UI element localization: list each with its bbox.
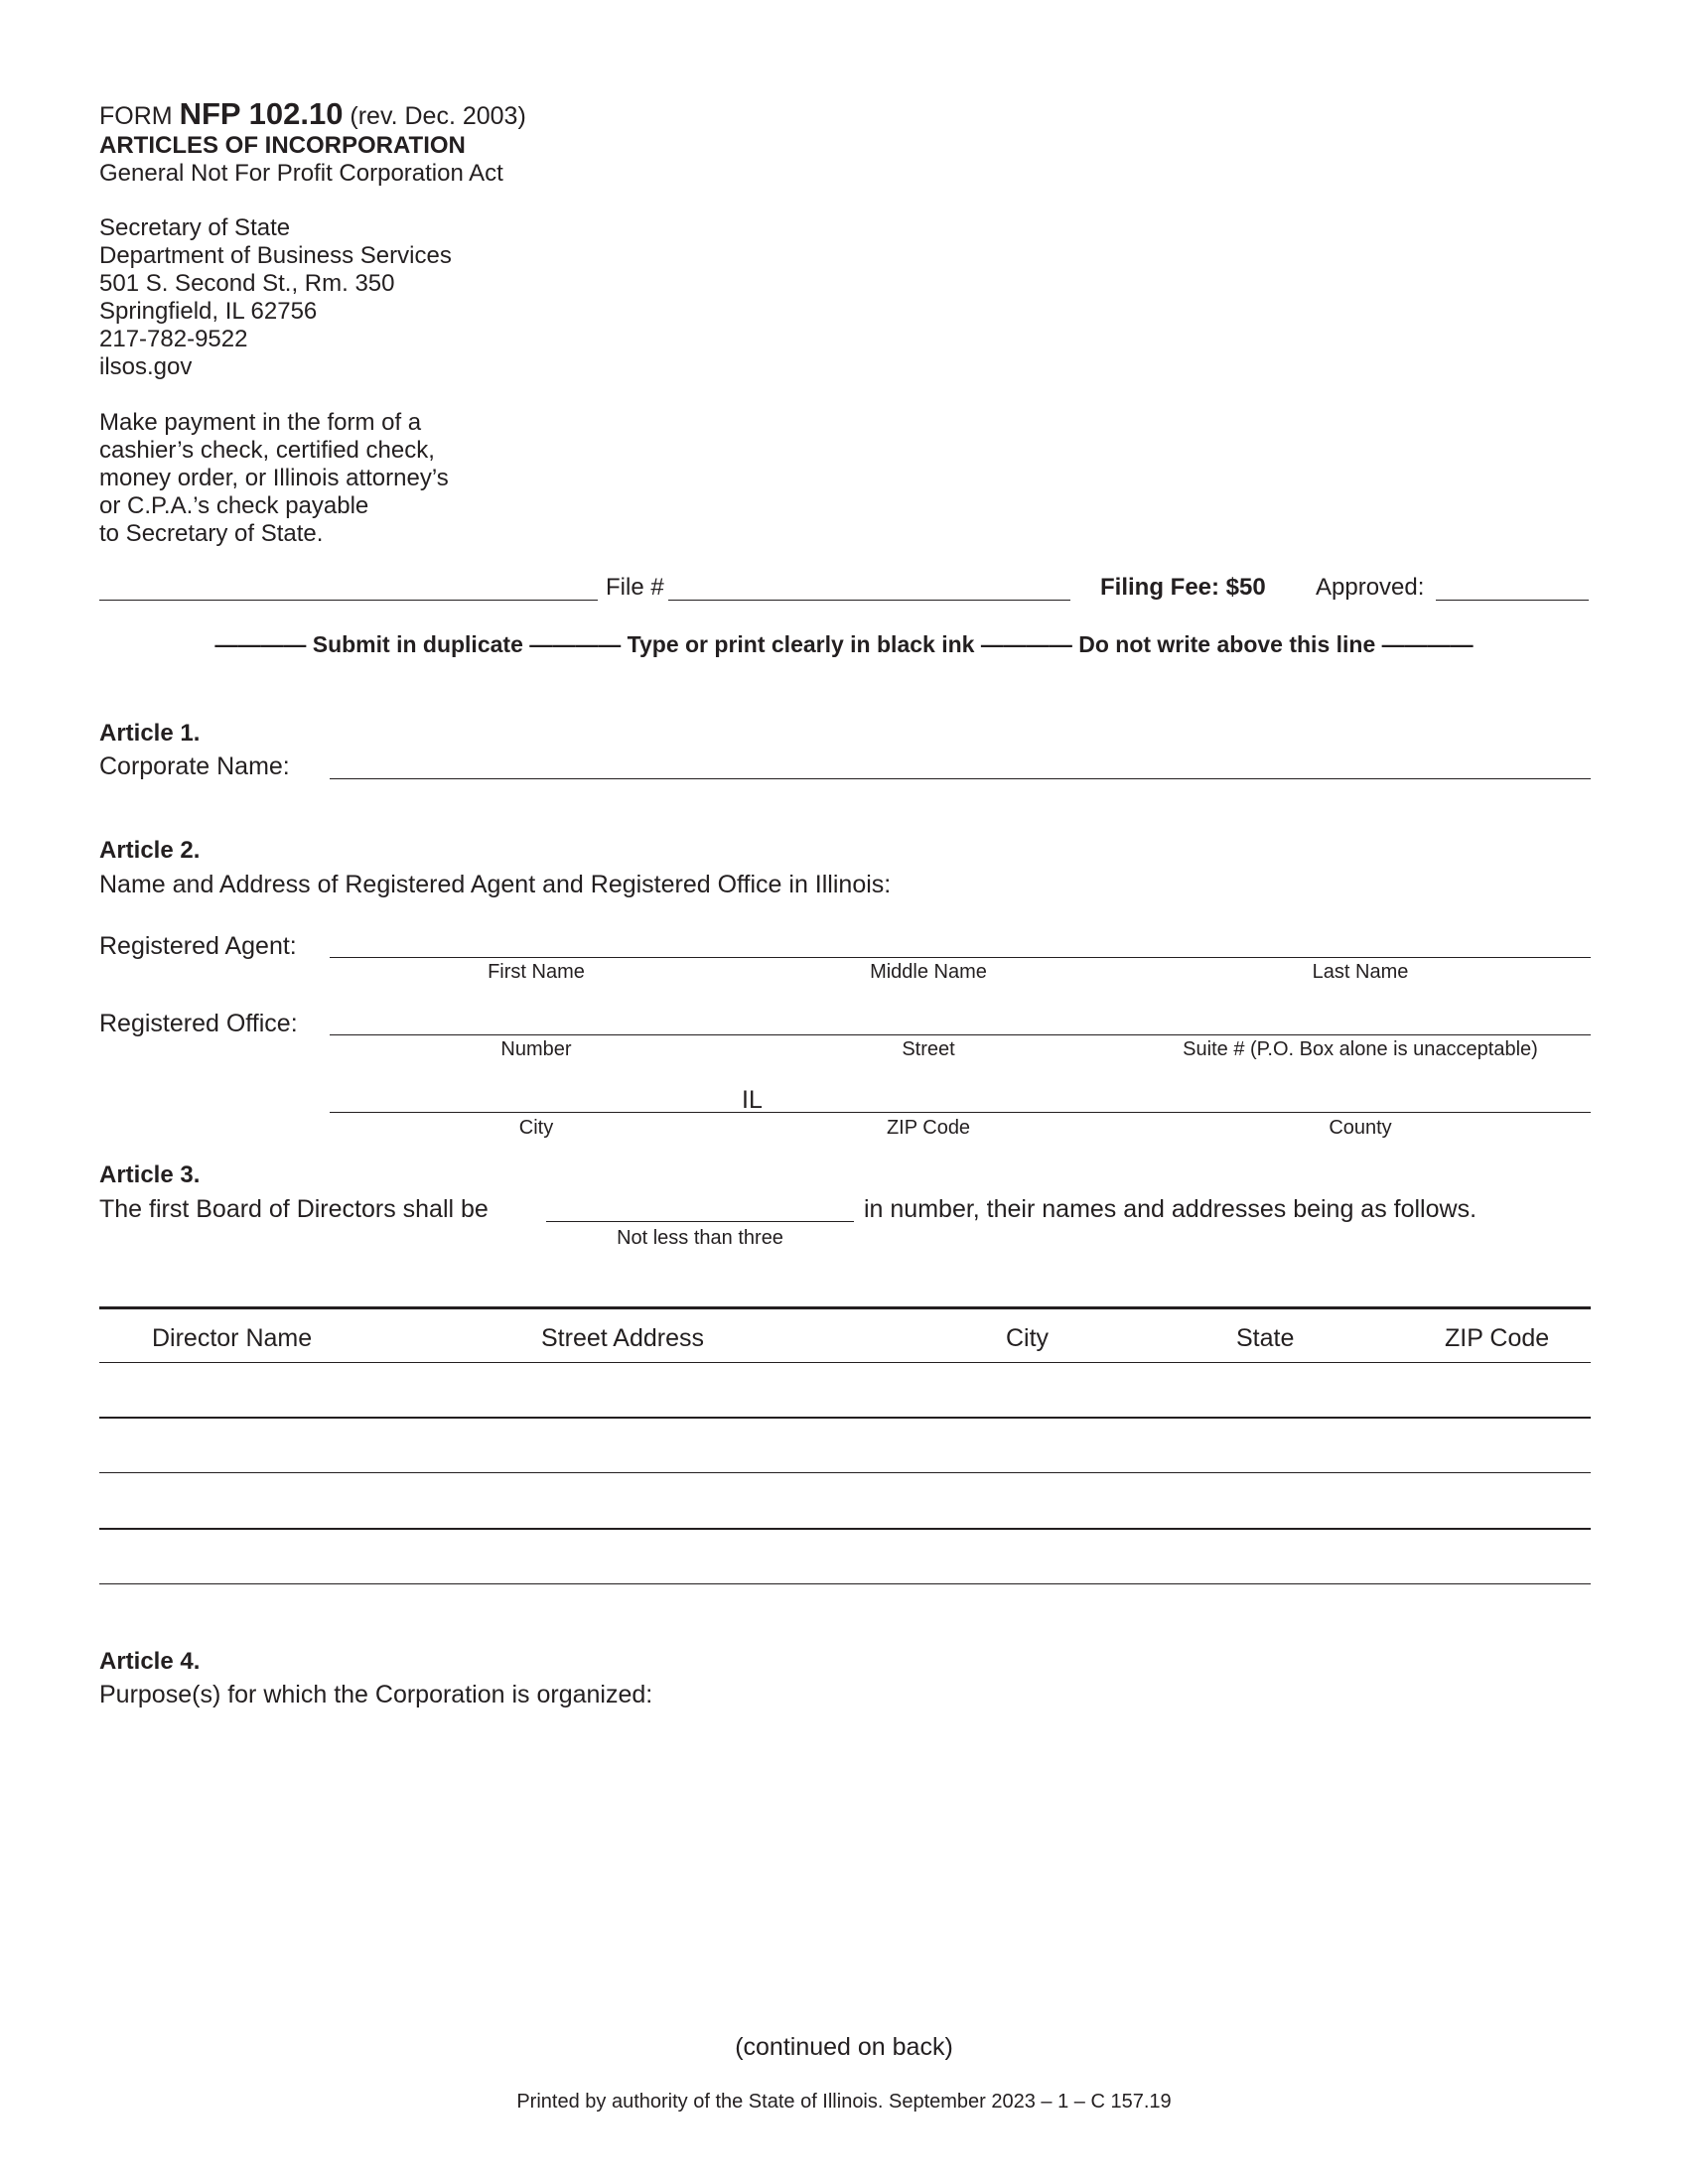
do-not-write: Do not write above this line [1078,631,1376,657]
first-name-caption: First Name [488,961,585,983]
payment-instructions [99,409,449,548]
dash-separator: ———— [529,631,622,657]
form-number: NFP 102.10 [179,96,344,131]
filing-fee: Filing Fee: $50 [1100,574,1266,601]
registered-agent-label: Registered Agent: [99,932,297,960]
zip-caption: ZIP Code [886,1117,971,1139]
corporate-name-label: Corporate Name: [99,752,290,780]
state-prefill: IL [742,1086,763,1114]
table-top-rule [99,1306,1591,1309]
director-count-field[interactable] [546,1195,854,1222]
address-line: Springfield, IL 62756 [99,298,318,325]
payment-line: cashier’s check, certified check, [99,437,435,464]
purpose-label: Purpose(s) for which the Corporation is organized: [99,1681,653,1708]
city-caption: City [518,1117,554,1139]
form-subtitle: General Not For Profit Corporation Act [99,160,503,187]
form-revision: (rev. Dec. 2003) [350,102,526,130]
city-zip-county-field[interactable] [330,1086,1591,1113]
continued-on-back: (continued on back) [735,2033,953,2061]
approved-label: Approved: [1316,574,1425,601]
dash-separator: ———— [214,631,307,657]
article-4-heading: Article 4. [99,1648,201,1675]
file-number-label: File # [606,574,664,601]
file-number-blank [668,600,1070,601]
last-name-caption: Last Name [1312,961,1409,983]
form-number-line [99,96,526,131]
registered-office-label: Registered Office: [99,1010,298,1037]
column-header-state: State [1236,1324,1295,1352]
board-text-before: The first Board of Directors shall be [99,1195,489,1223]
submit-duplicate: Submit in duplicate [312,631,523,657]
director-row-2[interactable] [99,1420,1591,1473]
address-line: Secretary of State [99,214,291,241]
middle-name-caption: Middle Name [870,961,987,983]
article-2-intro: Name and Address of Registered Agent and Registered Office in Illinois: [99,871,892,898]
suite-caption: Suite # (P.O. Box alone is unacceptable) [1183,1038,1538,1060]
payment-line: Make payment in the form of a [99,409,422,436]
address-line: Department of Business Services [99,242,452,269]
article-3-heading: Article 3. [99,1161,201,1188]
dash-separator: ———— [980,631,1072,657]
purpose-field[interactable] [99,1715,1591,2003]
form-prefix: FORM [99,102,173,130]
column-header-city: City [1006,1324,1050,1352]
payment-line: to Secretary of State. [99,520,324,547]
address-block [99,214,452,381]
director-count-caption: Not less than three [617,1227,783,1249]
address-line: 501 S. Second St., Rm. 350 [99,270,395,297]
director-row-3[interactable] [99,1474,1591,1530]
registered-office-field[interactable] [330,1009,1591,1035]
instructions-banner [0,630,1688,658]
office-use-blank [99,600,598,601]
column-header-director-name: Director Name [152,1324,313,1352]
article-2-heading: Article 2. [99,837,201,864]
column-header-zip-code: ZIP Code [1445,1324,1550,1352]
registered-agent-field[interactable] [330,931,1591,958]
form-title: ARTICLES OF INCORPORATION [99,132,466,159]
approved-blank [1436,600,1589,601]
payment-line: money order, or Illinois attorney’s [99,465,449,491]
column-header-street-address: Street Address [541,1324,704,1352]
table-header-rule [99,1362,1591,1363]
county-caption: County [1329,1117,1392,1139]
director-row-1[interactable] [99,1364,1591,1419]
director-row-4[interactable] [99,1530,1591,1584]
payment-line: or C.P.A.’s check payable [99,492,369,519]
printed-by-authority: Printed by authority of the State of Illinois. September 2023 – 1 – C 157.19 [516,2091,1172,2113]
street-caption: Street [902,1038,955,1060]
dash-separator: ———— [1381,631,1474,657]
print-clearly: Type or print clearly in black ink [627,631,975,657]
corporate-name-field[interactable] [330,752,1591,779]
address-line: 217-782-9522 [99,326,248,352]
address-line: ilsos.gov [99,353,193,380]
board-text-after: in number, their names and addresses being as follows. [864,1195,1477,1223]
number-caption: Number [500,1038,572,1060]
article-1-heading: Article 1. [99,720,201,747]
